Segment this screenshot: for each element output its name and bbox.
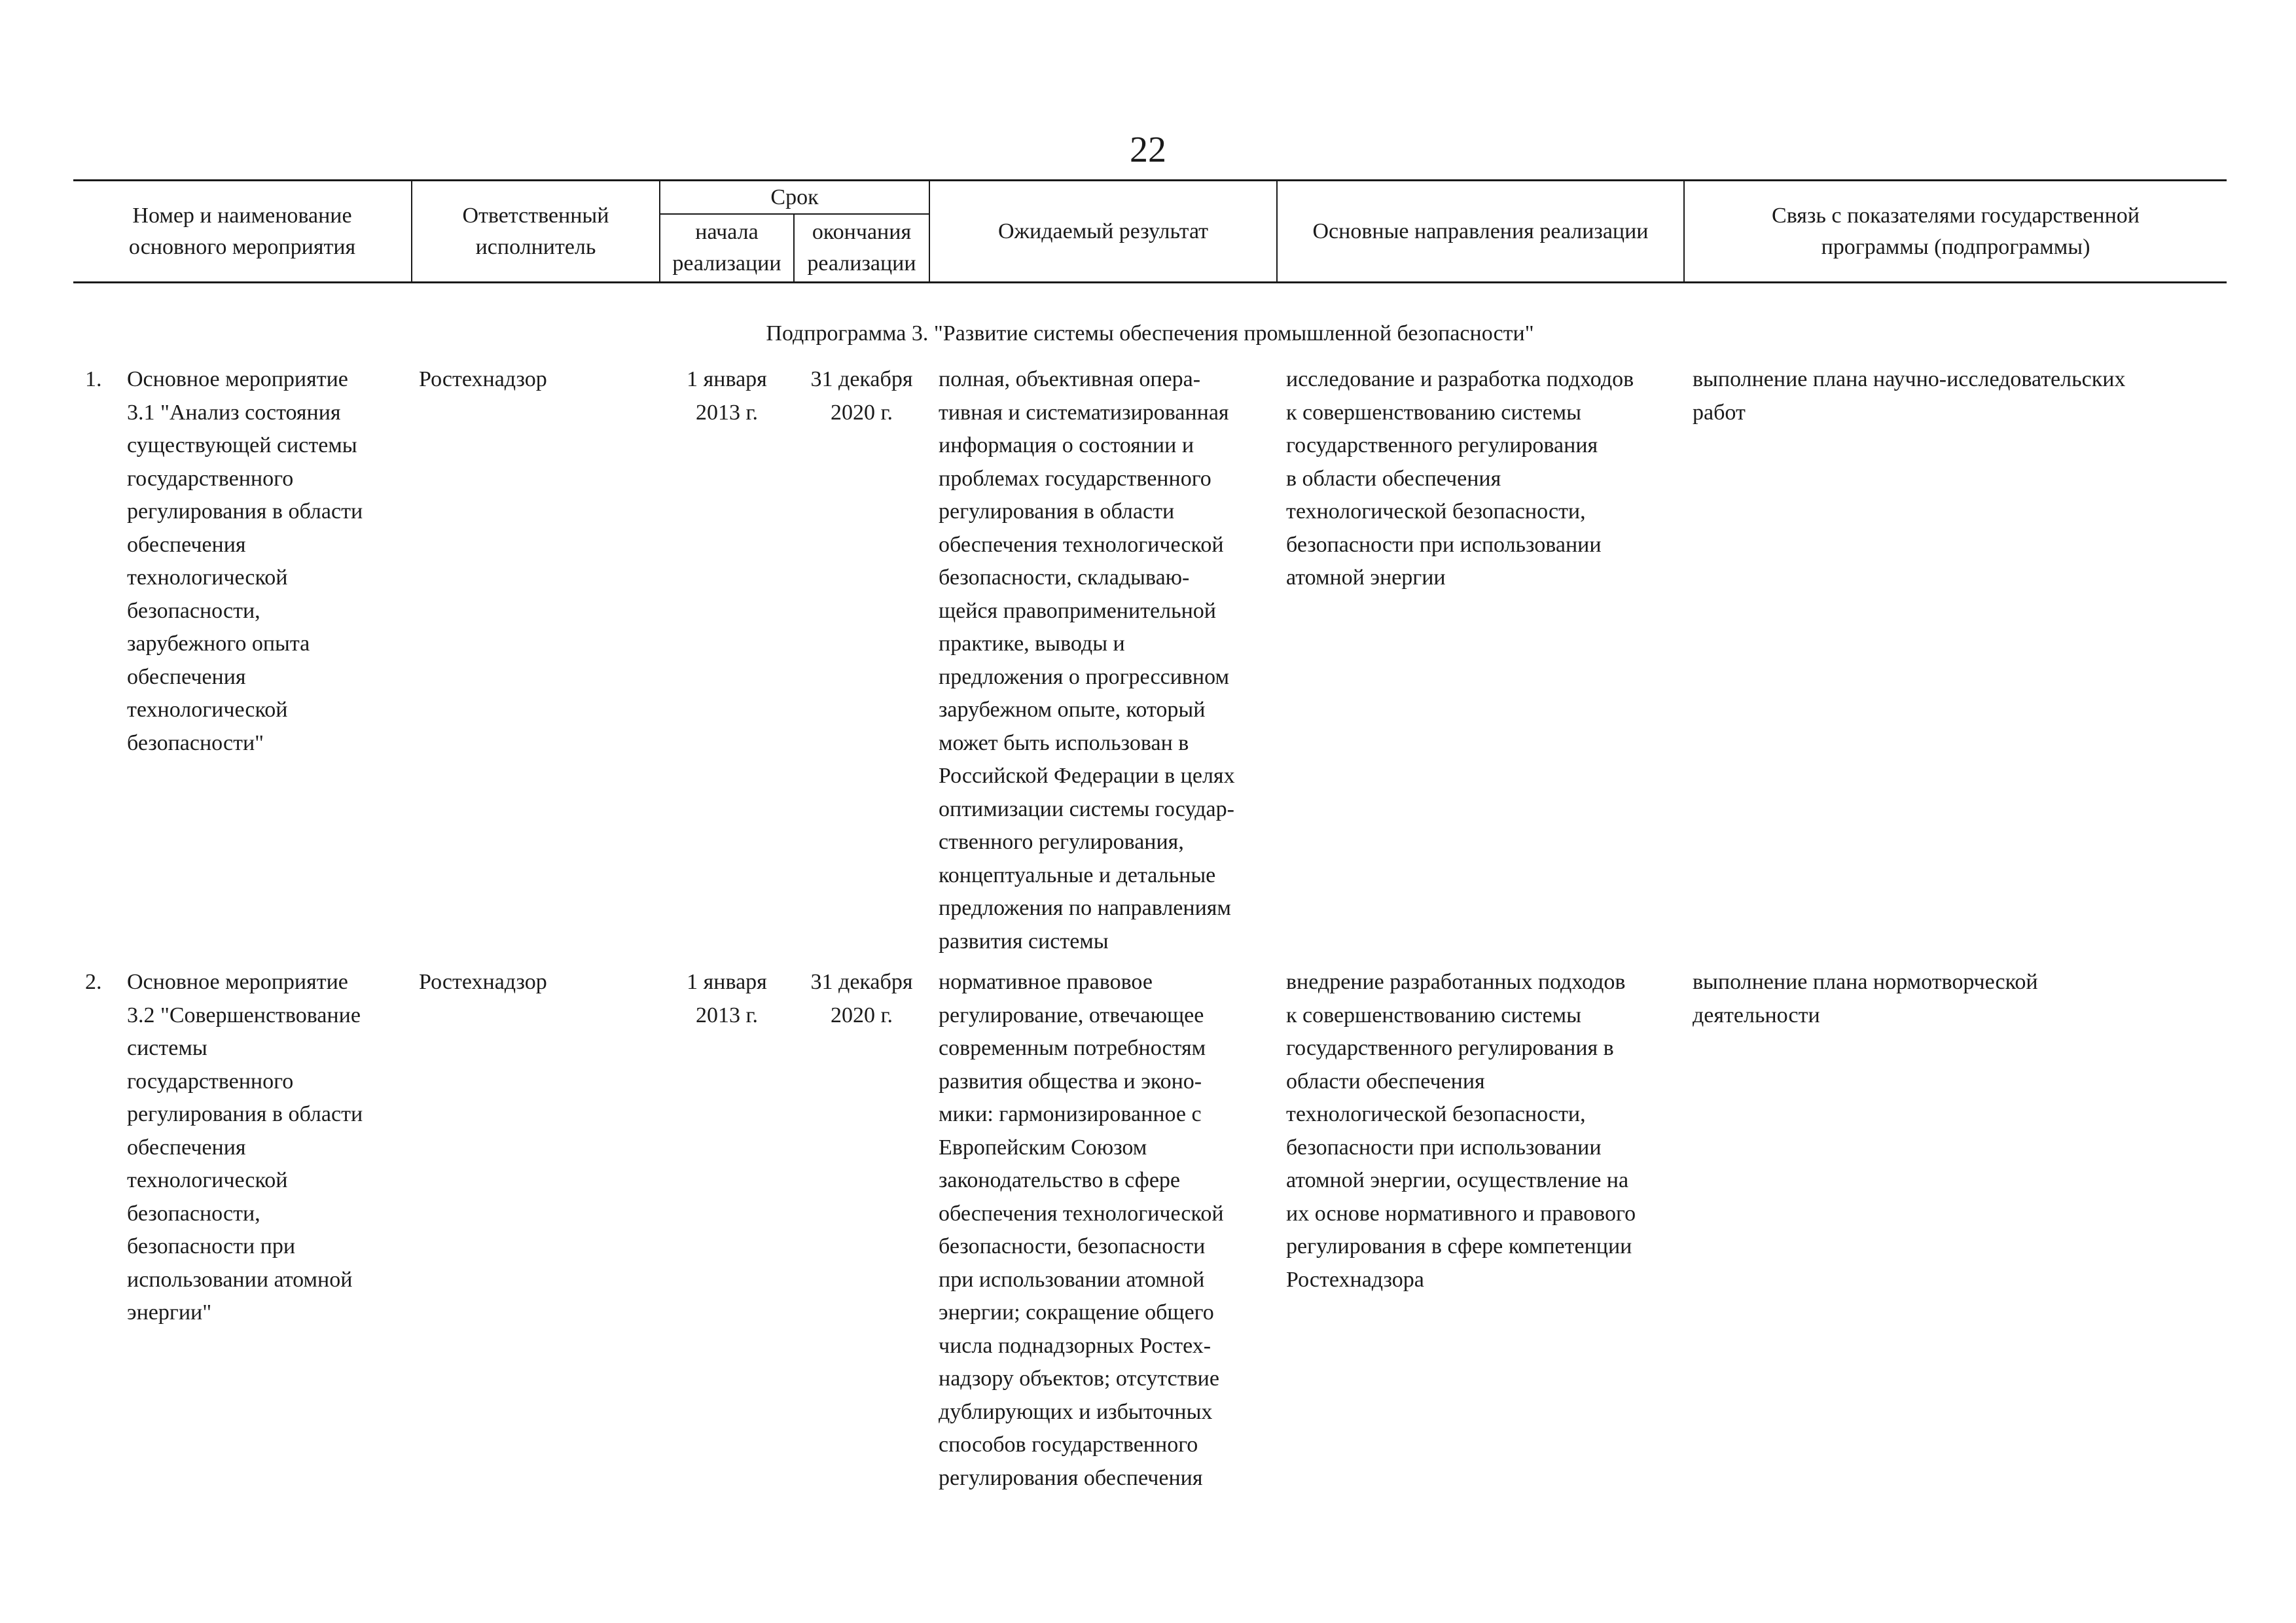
header-bottom-rule (73, 281, 2227, 283)
row-expected-result: полная, объективная опера- тивная и систематизированная информация о состоянии и проблемах государственного регулирования в области обеспечения технологической безопасности, складываю- щейся правоприменительной практике, выводы и предложения о прогрессивном зарубежном опыте, который может быть использован в Российской Федерации в целях оптимизации системы государ- ственного регулирования, концептуальные и детальные предложения по направлениям развития системы (939, 367, 1235, 954)
row-expected-result: нормативное правовое регулирование, отвечающее современным потребностям развития общества и эконо- мики: гармонизированное с Европейским Союзом законодательство в сфере обеспечения технологической безопасности, безопасности при использовании атомной энергии; сокращение общего числа поднадзорных Ростех- надзору объектов; отсутствие дублирующих и избыточных способов государственного регулирования обеспечения (939, 970, 1224, 1490)
header-term: Срок (770, 185, 819, 209)
row-end-date: 31 декабря 2020 г. (810, 367, 913, 425)
page-number: 22 (1130, 130, 1166, 170)
header-result: Ожидаемый результат (997, 219, 1209, 243)
row-activity-name: Основное мероприятие 3.2 "Совершенствование системы государственного регулирования в области обеспечения технологической безопасности, безопасности при использовании атомной энергии" (127, 970, 363, 1325)
row-start-date: 1 января 2013 г. (687, 970, 767, 1027)
row-directions: исследование и разработка подходов к совершенствованию системы государственного регулирования в области обеспечения технологической безопасности, безопасности при использовании атомной энергии (1286, 367, 1634, 590)
row-directions: внедрение разработанных подходов к совершенствованию системы государственного регулирования в области обеспечения технологической безопасности, безопасности при использовании атомной энергии, осуществление на их основе нормативного и правового регулирования в сфере компетенции Ростехнадзора (1286, 970, 1636, 1292)
row-indicator-link: выполнение плана научно-исследовательских работ (1693, 367, 2126, 425)
header-link: Связь с показателями государственной программы (подпрограммы) (1772, 203, 2140, 259)
header-directions: Основные направления реализации (1312, 219, 1649, 243)
row-indicator-link: выполнение плана нормотворческой деятельности (1693, 970, 2038, 1027)
header-end: окончания реализации (807, 220, 916, 276)
header-start: начала реализации (672, 220, 781, 276)
subprogram-title: Подпрограмма 3. "Развитие системы обеспечения промышленной безопасности" (766, 321, 1534, 346)
row-activity-name: Основное мероприятие 3.1 "Анализ состояния существующей системы государственного регулирования в области обеспечения технологической безопасности, зарубежного опыта обеспечения технологической безопасности" (127, 367, 363, 755)
header-executor: Ответственный исполнитель (462, 203, 609, 259)
row-number: 2. (85, 970, 102, 994)
row-start-date: 1 января 2013 г. (687, 367, 767, 425)
row-executor: Ростехнадзор (419, 367, 547, 391)
row-executor: Ростехнадзор (419, 970, 547, 994)
header-name: Номер и наименование основного мероприятия (128, 203, 356, 259)
row-end-date: 31 декабря 2020 г. (810, 970, 913, 1027)
row-number: 1. (85, 367, 102, 391)
